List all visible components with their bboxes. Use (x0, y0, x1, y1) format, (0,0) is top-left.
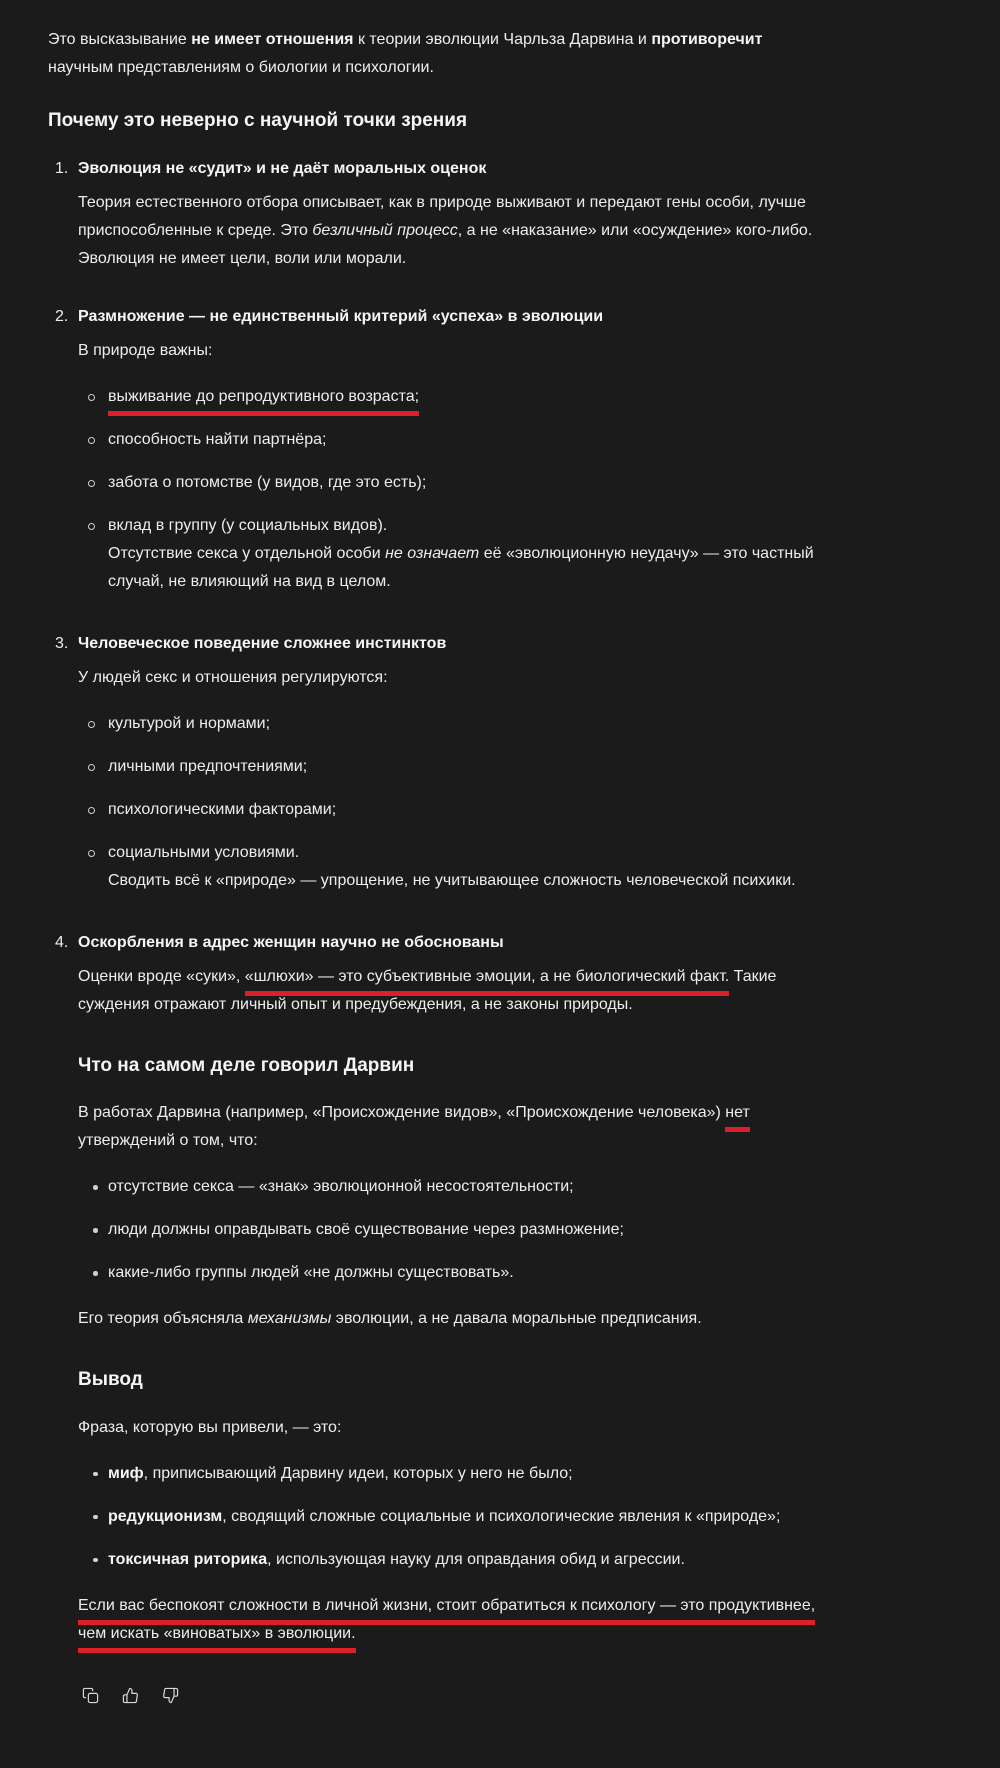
list-number: 2. (55, 307, 69, 325)
annotated-text: «шлюхи» — это субъективные эмоции, а не биологический факт. (245, 968, 729, 996)
section-heading-why-wrong: Почему это неверно с научной точки зрения (48, 110, 468, 131)
intro-paragraph (48, 26, 818, 82)
text-run: эволюции, а не давала моральные предписания. (331, 1310, 702, 1328)
bullet-dot-icon (78, 1259, 108, 1287)
item-lead: В природе важны: (78, 341, 213, 359)
list-item (78, 839, 818, 895)
bullet-circle-icon (78, 839, 108, 895)
bullet-text: психологическими факторами; (108, 800, 337, 818)
numbered-list (48, 155, 818, 1662)
bullet-text: забота о потомстве (у видов, где это есть); (108, 473, 427, 491)
italic-run: безличный процесс (312, 221, 458, 239)
bullet-text (108, 839, 818, 895)
bullet-dot-icon (78, 1503, 108, 1531)
conclusion-lead: Фраза, которую вы привели, — это: (78, 1418, 342, 1436)
list-item-content (78, 303, 818, 614)
bullet-text: личными предпочтениями; (108, 757, 308, 775)
dot-bullet-list (78, 1173, 818, 1287)
list-item (78, 469, 818, 497)
bullet-text: какие-либо группы людей «не должны существовать». (108, 1264, 514, 1282)
item-body (78, 189, 818, 273)
bold-run: редукционизм (108, 1507, 223, 1525)
list-number: 3. (55, 634, 69, 652)
bold-run: не имеет отношения (191, 31, 354, 48)
text-run: , сводящий сложные социальные и психологические явления к «природе»; (222, 1507, 781, 1525)
list-item-2 (48, 303, 818, 614)
message-actions (78, 1684, 818, 1708)
final-paragraph (78, 1592, 818, 1648)
bullet-line: социальными условиями. (108, 843, 300, 861)
item-lead: У людей секс и отношения регулируются: (78, 668, 388, 686)
thumbs-up-icon (122, 1687, 139, 1704)
item-title (78, 630, 818, 658)
item-title (78, 155, 818, 183)
thumbs-down-icon (162, 1687, 179, 1704)
thumbs-up-button[interactable] (118, 1684, 142, 1708)
text-run: утверждений о том, что: (78, 1132, 258, 1150)
list-item (78, 1546, 818, 1574)
bullet-circle-icon (78, 426, 108, 454)
list-number: 4. (55, 933, 69, 951)
darwin-paragraph (78, 1099, 818, 1155)
bold-run: миф (108, 1464, 144, 1482)
annotated-text: нет (725, 1104, 750, 1132)
text-run: Его теория объясняла (78, 1310, 248, 1328)
text-run: , а не «наказание» или «осуждение» кого-либо. Эволюция не имеет цели, воли или морали. (78, 221, 813, 267)
list-item (78, 512, 818, 596)
bold-run: Оскорбления в адрес женщин научно не обоснованы (78, 933, 504, 951)
bullet-text: способность найти партнёра; (108, 430, 327, 448)
list-item-1 (48, 155, 818, 287)
text-run: , приписывающий Дарвину идеи, которых у него не было; (143, 1464, 573, 1482)
dot-bullet-list (78, 1460, 818, 1574)
section-heading-conclusion: Вывод (78, 1369, 143, 1391)
bold-run: токсичная риторика (108, 1550, 268, 1568)
bullet-text (108, 512, 818, 596)
list-item (78, 710, 818, 738)
text-run: Такие суждения отражают личный опыт и предубеждения, а не законы природы. (78, 967, 777, 1013)
bullet-dot-icon (78, 1216, 108, 1244)
bullet-dot-icon (78, 1546, 108, 1574)
list-item (78, 1503, 818, 1531)
bold-run: Размножение — не единственный критерий «успеха» в эволюции (78, 307, 604, 325)
circle-bullet-list (78, 383, 818, 596)
list-item-content (78, 929, 818, 1662)
italic-run: механизмы (247, 1310, 332, 1328)
section-heading-darwin: Что на самом деле говорил Дарвин (78, 1054, 415, 1076)
bullet-text: люди должны оправдывать своё существование через размножение; (108, 1221, 624, 1239)
bullet-tail (108, 540, 818, 596)
copy-button[interactable] (78, 1684, 102, 1708)
bold-run: Человеческое поведение сложнее инстинктов (78, 634, 447, 652)
bullet-dot-icon (78, 1173, 108, 1201)
bullet-dot-icon (78, 1460, 108, 1488)
list-item (78, 426, 818, 454)
copy-icon (82, 1687, 99, 1704)
bullet-circle-icon (78, 383, 108, 411)
bullet-text: культурой и нормами; (108, 714, 271, 732)
text-run: , использующая науку для оправдания обид и агрессии. (267, 1550, 685, 1568)
list-item-4 (48, 929, 818, 1662)
item-title (78, 303, 818, 331)
bullet-circle-icon (78, 469, 108, 497)
bullet-circle-icon (78, 796, 108, 824)
bullet-text (108, 1503, 818, 1531)
bullet-circle-icon (78, 710, 108, 738)
bullet-text: отсутствие секса — «знак» эволюционной несостоятельности; (108, 1178, 574, 1196)
list-item-content (78, 155, 818, 287)
list-item (78, 383, 818, 411)
list-item-3 (48, 630, 818, 913)
text-run: научным представлениям о биологии и психологии. (48, 59, 434, 76)
bullet-text (108, 1460, 818, 1488)
text-run: В работах Дарвина (например, «Происхождение видов», «Происхождение человека») (78, 1104, 726, 1122)
darwin-tail-paragraph (78, 1305, 818, 1333)
thumbs-down-button[interactable] (158, 1684, 182, 1708)
bullet-circle-icon (78, 512, 108, 596)
item-title (78, 929, 818, 957)
list-item-content (78, 630, 818, 913)
list-item (78, 1173, 818, 1201)
bullet-tail: Сводить всё к «природе» — упрощение, не учитывающее сложность человеческой психики. (108, 871, 796, 889)
bullet-circle-icon (78, 753, 108, 781)
text-run: Отсутствие секса у отдельной особи (108, 544, 386, 562)
list-item (78, 1259, 818, 1287)
list-item (78, 753, 818, 781)
italic-run: не означает (385, 544, 480, 562)
bullet-text (108, 383, 818, 411)
text-run: её «эволюционную неудачу» — это частный случай, не влияющий на вид в целом. (108, 544, 814, 590)
bold-run: противоречит (651, 31, 763, 48)
text-run: Теория естественного отбора описывает, как в природе выживают и передают гены особи, лучше приспособленные к среде. Это (78, 193, 806, 239)
bold-run: Эволюция не «судит» и не даёт моральных оценок (78, 159, 487, 177)
text-run: Оценки вроде «суки», (78, 967, 245, 985)
bullet-text (108, 1546, 818, 1574)
annotated-text: Если вас беспокоят сложности в личной жизни, стоит обратиться к психологу — это продуктивнее, чем искать «виноватых» в эволюции. (78, 1597, 815, 1653)
text-run: Это высказывание (48, 31, 192, 48)
list-item (78, 1460, 818, 1488)
text-run: к теории эволюции Чарльза Дарвина и (353, 31, 652, 48)
bullet-line: вклад в группу (у социальных видов). (108, 516, 388, 534)
item-body (78, 963, 818, 1019)
annotated-text: выживание до репродуктивного возраста; (108, 388, 419, 416)
list-item (78, 1216, 818, 1244)
list-number: 1. (55, 159, 69, 177)
circle-bullet-list (78, 710, 818, 895)
list-item (78, 796, 818, 824)
